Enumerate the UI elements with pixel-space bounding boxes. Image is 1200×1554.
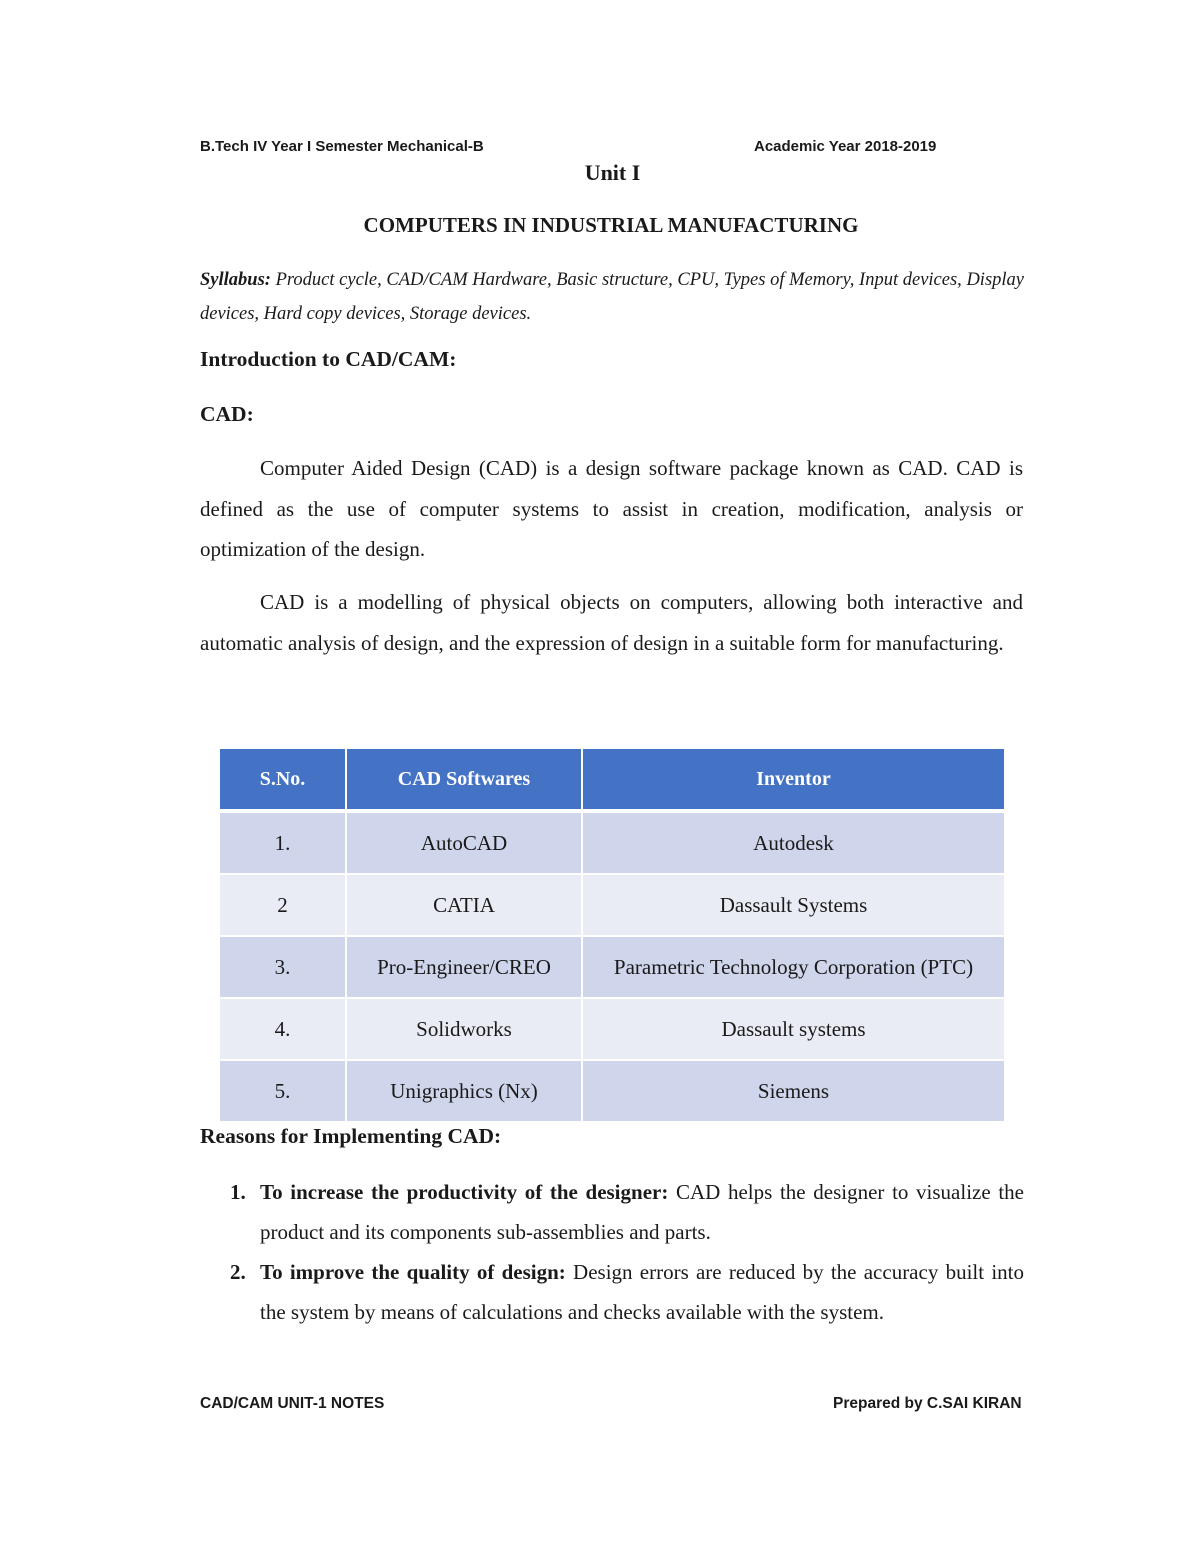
cell-inventor: Dassault systems xyxy=(582,998,1005,1060)
footer-author: Prepared by C.SAI KIRAN xyxy=(833,1395,1022,1412)
header-course: B.Tech IV Year I Semester Mechanical-B xyxy=(200,138,484,155)
paragraph-cad-definition: Computer Aided Design (CAD) is a design software package known as CAD. CAD is defined as the use of computer systems to assist in creation, modification, analysis or optimization of the design. xyxy=(200,456,1023,561)
cell-software: Unigraphics (Nx) xyxy=(346,1060,582,1122)
syllabus-label: Syllabus: xyxy=(200,270,271,290)
table-row xyxy=(219,936,1005,998)
cell-sno: 4. xyxy=(219,998,346,1060)
cell-sno: 1. xyxy=(219,811,346,874)
list-item-number: 2. xyxy=(230,1260,246,1284)
page-title: COMPUTERS IN INDUSTRIAL MANUFACTURING xyxy=(363,213,859,237)
intro-heading: Introduction to CAD/CAM: xyxy=(200,347,457,371)
header-academic-year: Academic Year 2018-2019 xyxy=(754,138,937,155)
cell-sno: 5. xyxy=(219,1060,346,1122)
cell-inventor: Autodesk xyxy=(582,811,1005,874)
paragraph-cad-modelling: CAD is a modelling of physical objects on computers, allowing both interactive and automatic analysis of design, and the expression of design in a suitable form for manufacturing. xyxy=(200,590,1023,655)
cell-inventor: Siemens xyxy=(582,1060,1005,1122)
footer-notes-label: CAD/CAM UNIT-1 NOTES xyxy=(200,1395,385,1412)
list-item-lead: To increase the productivity of the designer: xyxy=(260,1180,669,1204)
syllabus xyxy=(200,263,1024,331)
syllabus-text: Product cycle, CAD/CAM Hardware, Basic structure, CPU, Types of Memory, Input devices, Display devices, Hard copy devices, Storage devices. xyxy=(200,270,1024,324)
list-item-text: Design errors are reduced by the accuracy built into the system by means of calculations and checks available with the system. xyxy=(260,1260,1024,1324)
cad-heading: CAD: xyxy=(200,402,254,426)
cell-sno: 3. xyxy=(219,936,346,998)
cell-sno: 2 xyxy=(219,874,346,936)
table-row xyxy=(219,1060,1005,1122)
table-row xyxy=(219,811,1005,874)
reasons-heading: Reasons for Implementing CAD: xyxy=(200,1124,502,1148)
table-row xyxy=(219,874,1005,936)
list-item-lead: To improve the quality of design: xyxy=(260,1260,566,1284)
table-row xyxy=(219,998,1005,1060)
table-header-row xyxy=(219,748,1005,811)
unit-label: Unit I xyxy=(584,160,641,185)
cell-inventor: Dassault Systems xyxy=(582,874,1005,936)
list-item-text: CAD helps the designer to visualize the product and its components sub-assemblies and parts. xyxy=(260,1180,1024,1244)
list-item xyxy=(200,1252,1024,1332)
cell-software: AutoCAD xyxy=(346,811,582,874)
column-header-inventor: Inventor xyxy=(582,748,1005,811)
cell-software: Solidworks xyxy=(346,998,582,1060)
list-item xyxy=(200,1172,1024,1252)
reasons-list xyxy=(200,1172,1024,1332)
column-header-software: CAD Softwares xyxy=(346,748,582,811)
cell-software: Pro-Engineer/CREO xyxy=(346,936,582,998)
cell-inventor: Parametric Technology Corporation (PTC) xyxy=(582,936,1005,998)
column-header-sno: S.No. xyxy=(219,748,346,811)
cell-software: CATIA xyxy=(346,874,582,936)
cad-software-table xyxy=(218,747,1006,1123)
list-item-number: 1. xyxy=(230,1180,246,1204)
